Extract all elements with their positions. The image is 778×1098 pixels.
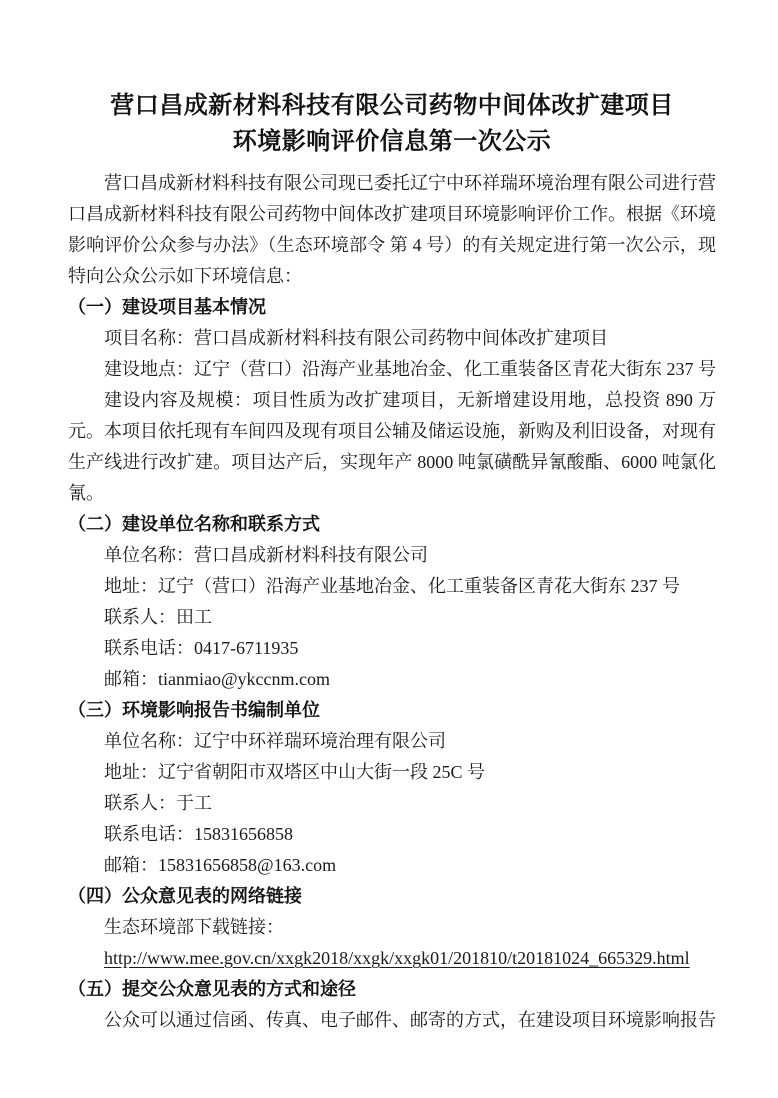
project-name-line: 项目名称：营口昌成新材料科技有限公司药物中间体改扩建项目 — [104, 328, 608, 348]
eia-unit-address-line: 地址：辽宁省朝阳市双塔区中山大街一段 25C 号 — [104, 762, 486, 782]
section-4-heading: （四）公众意见表的网络链接 — [68, 886, 302, 906]
submission-methods-paragraph: 公众可以通过信函、传真、电子邮件、邮寄的方式，在建设项目环境影响报告 — [104, 1010, 716, 1030]
eia-unit-phone-line: 联系电话：15831656858 — [104, 824, 293, 844]
public-comment-form-link[interactable]: http://www.mee.gov.cn/xxgk2018/xxgk/xxgk01/201810/t20181024_665329.html — [104, 948, 690, 968]
document-title-line1: 营口昌成新材料科技有限公司药物中间体改扩建项目 — [110, 92, 674, 119]
eia-unit-name-line: 单位名称：辽宁中环祥瑞环境治理有限公司 — [104, 731, 446, 751]
construction-unit-contact-person-line: 联系人：田工 — [104, 607, 212, 627]
document-title-line2: 环境影响评价信息第一次公示 — [232, 128, 552, 155]
eia-unit-email-line: 邮箱：15831656858@163.com — [104, 855, 337, 875]
construction-unit-phone-line: 联系电话：0417-6711935 — [104, 638, 299, 658]
document-body — [68, 168, 716, 1036]
section-5-heading: （五）提交公众意见表的方式和途径 — [68, 979, 356, 999]
intro-paragraph: 营口昌成新材料科技有限公司现已委托辽宁中环祥瑞环境治理有限公司进行营口昌成新材料科技有限公司药物中间体改扩建项目环境影响评价工作。根据《环境影响评价公众参与办法》（生态环境部令 第 4 号）的有关规定进行第一次公示，现特向公众公示如下环境信息： — [68, 173, 716, 286]
construction-unit-name-line: 单位名称：营口昌成新材料科技有限公司 — [104, 545, 428, 565]
section-2-heading: （二）建设单位名称和联系方式 — [68, 514, 320, 534]
construction-unit-email-line: 邮箱：tianmiao@ykccnm.com — [104, 669, 331, 689]
download-link-row — [68, 943, 716, 974]
project-scale-paragraph: 建设内容及规模：项目性质为改扩建项目，无新增建设用地，总投资 890 万元。本项目依托现有车间四及现有项目公辅及储运设施，新购及利旧设备，对现有生产线进行改扩建。项目达产后，实现年产 8000 吨氯磺酰异氰酸酯、6000 吨氯化氰。 — [68, 390, 716, 503]
project-location-line: 建设地点：辽宁（营口）沿海产业基地冶金、化工重装备区青花大街东 237 号 — [104, 359, 716, 379]
construction-unit-address-line: 地址：辽宁（营口）沿海产业基地冶金、化工重装备区青花大街东 237 号 — [104, 576, 680, 596]
download-link-label-line: 生态环境部下载链接： — [104, 917, 284, 937]
eia-unit-contact-person-line: 联系人：于工 — [104, 793, 212, 813]
section-3-heading: （三）环境影响报告书编制单位 — [68, 700, 320, 720]
section-1-heading: （一）建设项目基本情况 — [68, 297, 266, 317]
